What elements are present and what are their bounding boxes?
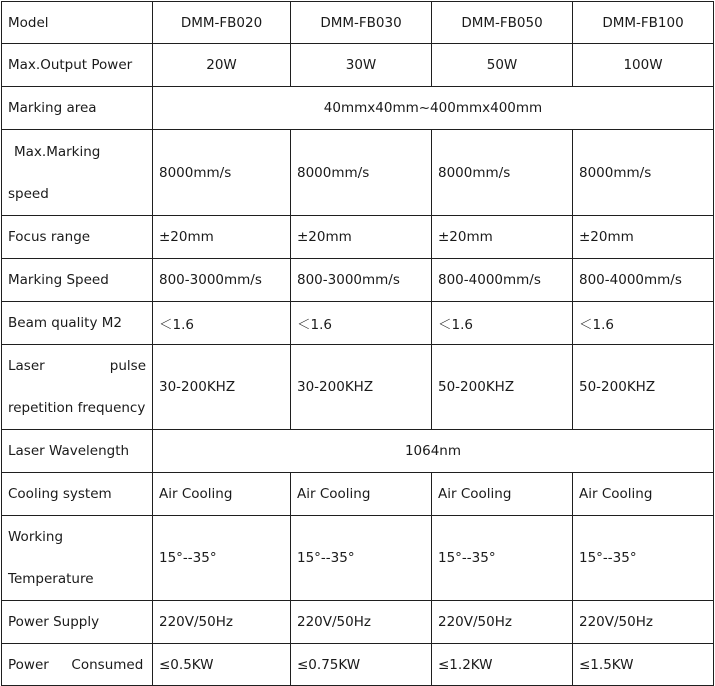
cell-marking-speed-1: 800-3000mm/s [153,259,291,302]
cell-output-power-1: 20W [153,44,291,87]
model-header-2: DMM-FB030 [291,2,432,44]
cell-temp-1: 15°--35° [153,516,291,601]
label-word-power: Power [8,656,49,673]
model-header-3: DMM-FB050 [432,2,573,44]
model-header-1: DMM-FB020 [153,2,291,44]
cell-cooling-1: Air Cooling [153,473,291,516]
cell-cooling-4: Air Cooling [573,473,714,516]
cell-focus-2: ±20mm [291,216,432,259]
row-label-output-power: Max.Output Power [2,44,153,87]
cell-pulse-1: 30-200KHZ [153,345,291,430]
row-label-marking-speed: Marking Speed [2,259,153,302]
table-row-pulse-frequency [2,345,714,430]
row-label-beam-quality: Beam quality M2 [2,302,153,345]
label-line-1: Max.Marking [14,143,101,160]
cell-focus-4: ±20mm [573,216,714,259]
table-row-marking-speed [2,259,714,302]
cell-max-speed-3: 8000mm/s [432,130,573,216]
cell-pulse-2: 30-200KHZ [291,345,432,430]
cell-max-speed-1: 8000mm/s [153,130,291,216]
cell-marking-speed-3: 800-4000mm/s [432,259,573,302]
row-label-max-marking-speed [2,130,153,216]
cell-wavelength: 1064nm [153,430,714,473]
row-label-cooling: Cooling system [2,473,153,516]
row-label-pulse-frequency [2,345,153,430]
cell-supply-1: 220V/50Hz [153,601,291,644]
cell-pulse-4: 50-200KHZ [573,345,714,430]
label-line-2: speed [8,185,49,202]
cell-beam-2: ＜1.6 [291,302,432,345]
cell-consumed-3: ≤1.2KW [432,644,573,686]
table-row-max-marking-speed [2,130,714,216]
row-label-model: Model [2,2,153,44]
table-row-beam-quality [2,302,714,345]
model-header-4: DMM-FB100 [573,2,714,44]
cell-focus-3: ±20mm [432,216,573,259]
table-row-model [2,2,714,44]
table-row-working-temp [2,516,714,601]
label-word-consumed: Consumed [71,656,144,673]
label-line-1: Working [8,529,64,545]
cell-beam-3: ＜1.6 [432,302,573,345]
row-label-working-temp [2,516,153,601]
cell-consumed-1: ≤0.5KW [153,644,291,686]
cell-max-speed-2: 8000mm/s [291,130,432,216]
row-label-power-consumed [2,644,153,686]
cell-marking-speed-4: 800-4000mm/s [573,259,714,302]
cell-marking-speed-2: 800-3000mm/s [291,259,432,302]
cell-consumed-4: ≤1.5KW [573,644,714,686]
cell-focus-1: ±20mm [153,216,291,259]
cell-output-power-2: 30W [291,44,432,87]
label-word-laser: Laser [8,358,45,374]
label-line-2: repetition frequency [8,400,146,416]
table-row-cooling [2,473,714,516]
table-row-power-supply [2,601,714,644]
row-label-focus-range: Focus range [2,216,153,259]
cell-supply-2: 220V/50Hz [291,601,432,644]
row-label-marking-area: Marking area [2,87,153,130]
cell-beam-1: ＜1.6 [153,302,291,345]
cell-cooling-3: Air Cooling [432,473,573,516]
label-line-2: Temperature [8,571,94,587]
label-word-pulse: pulse [109,358,146,374]
label-line-1 [8,345,146,387]
cell-temp-2: 15°--35° [291,516,432,601]
table-row-marking-area [2,87,714,130]
cell-beam-4: ＜1.6 [573,302,714,345]
cell-pulse-3: 50-200KHZ [432,345,573,430]
table-row-wavelength [2,430,714,473]
cell-supply-4: 220V/50Hz [573,601,714,644]
cell-output-power-4: 100W [573,44,714,87]
spec-table [1,1,714,686]
cell-max-speed-4: 8000mm/s [573,130,714,216]
cell-marking-area: 40mmx40mm~400mmx400mm [153,87,714,130]
row-label-power-supply: Power Supply [2,601,153,644]
cell-temp-4: 15°--35° [573,516,714,601]
cell-output-power-3: 50W [432,44,573,87]
cell-consumed-2: ≤0.75KW [291,644,432,686]
table-row-power-consumed [2,644,714,686]
row-label-wavelength: Laser Wavelength [2,430,153,473]
cell-temp-3: 15°--35° [432,516,573,601]
cell-supply-3: 220V/50Hz [432,601,573,644]
cell-cooling-2: Air Cooling [291,473,432,516]
table-row-output-power [2,44,714,87]
table-row-focus-range [2,216,714,259]
